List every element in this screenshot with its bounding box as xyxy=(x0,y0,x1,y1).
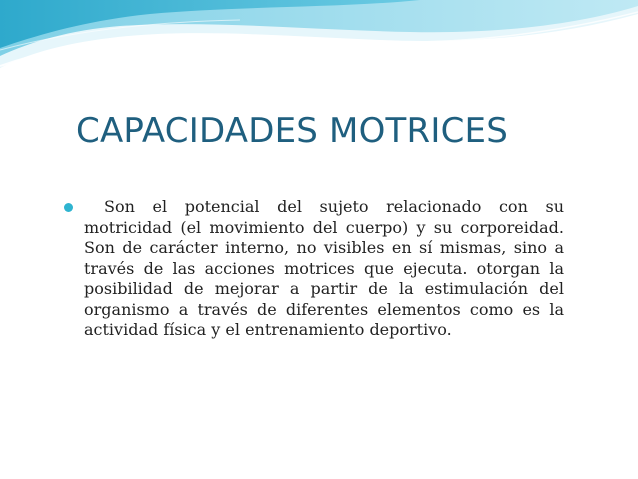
slide-title: CAPACIDADES MOTRICES xyxy=(76,111,508,151)
header-wave-decoration xyxy=(0,0,638,90)
bullet-item xyxy=(64,197,564,341)
bullet-text: Son el potencial del sujeto relacionado con su motricidad (el movimiento del cuerpo) y su corporeidad. Son de carácter interno, no visibles en sí mismas, sino a través de las acciones motrices que ejecuta. otorgan la posibilidad de mejorar a partir de la estimulación del organismo a través de diferentes elementos como es la actividad física y el entrenamiento deportivo. xyxy=(84,197,564,339)
bullet-list xyxy=(64,197,564,341)
bullet-dot-icon xyxy=(64,203,73,212)
